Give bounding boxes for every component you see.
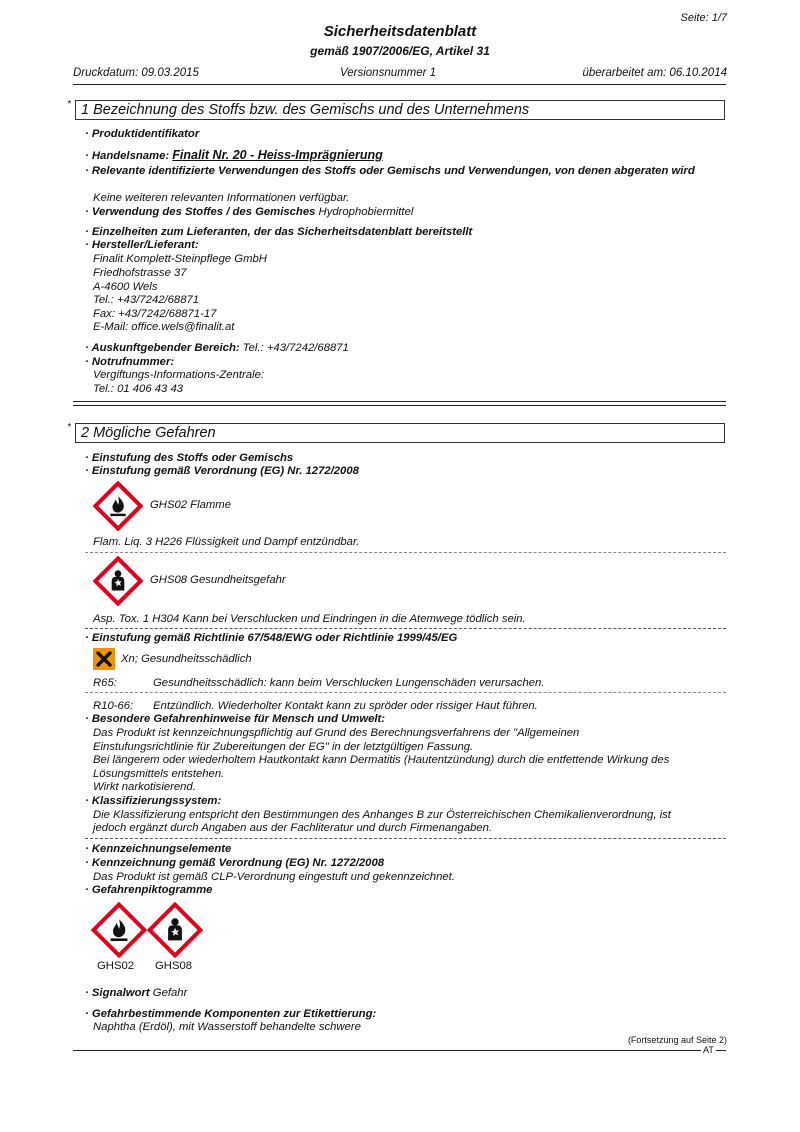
emergency-line: Tel.: 01 406 43 43 [93, 383, 184, 395]
fax: Fax: +43/7242/68871-17 [93, 308, 217, 320]
page-number: Seite: 1/7 [680, 12, 727, 24]
info-row [85, 342, 349, 355]
address-line: A-4600 Wels [93, 281, 158, 293]
r1066-code: R10-66: [93, 700, 134, 712]
ghs08-health-hazard-icon [93, 556, 143, 606]
phone: Tel.: +43/7242/68871 [93, 294, 200, 306]
email: E-Mail: office.wels@finalit.at [93, 321, 235, 333]
emergency-line: Vergiftungs-Informations-Zentrale: [93, 369, 264, 381]
clp-labelling-text: Das Produkt ist gemäß CLP-Verordnung eingestuft und gekennzeichnet. [93, 871, 455, 883]
use-label: · Verwendung des Stoffes / des Gemisches [85, 206, 319, 218]
dashed-divider [85, 838, 726, 839]
trade-name-row [85, 149, 383, 163]
classification-system-label: · Klassifizierungssystem: [85, 795, 222, 807]
clp-classification-heading: · Einstufung gemäß Verordnung (EG) Nr. 1272/2008 [85, 465, 359, 477]
emergency-label: · Notrufnummer: [85, 356, 175, 368]
relevant-uses-label: · Relevante identifizierte Verwendungen des Stoffs oder Gemischs und Verwendungen, von denen abgeraten wird [85, 165, 695, 177]
label-elements-heading: · Kennzeichnungselemente [85, 843, 232, 855]
info-label: · Auskunftgebender Bereich: [85, 342, 243, 354]
document-subtitle: gemäß 1907/2006/EG, Artikel 31 [310, 44, 490, 58]
dashed-divider [85, 628, 726, 629]
section2-star: * [67, 422, 71, 433]
xn-label: Xn; Gesundheitsschädlich [121, 653, 252, 665]
pictograms-label: · Gefahrenpiktogramme [85, 884, 213, 896]
xn-harmful-icon [93, 648, 115, 670]
r65-text: Gesundheitsschädlich: kann beim Verschlucken Lungenschäden verursachen. [153, 677, 545, 689]
special-hazards-line: Wirkt narkotisierend. [93, 781, 196, 793]
signal-word: Gefahr [152, 987, 188, 999]
trade-name: Finalit Nr. 20 - Heiss-Imprägnierung [172, 148, 383, 162]
dsd-classification-heading: · Einstufung gemäß Richtlinie 67/548/EWG oder Richtlinie 1999/45/EG [85, 632, 458, 644]
special-hazards-line: Das Produkt ist kennzeichnungspflichtig auf Grund des Berechnungsverfahrens der "Allgemeinen [93, 727, 580, 739]
classification-system-line: jedoch ergänzt durch Angaben aus der Fachliteratur und durch Firmenangaben. [93, 822, 492, 834]
manufacturer-label: · Hersteller/Lieferant: [85, 239, 199, 251]
classification-system-line: Die Klassifizierung entspricht den Bestimmungen des Anhanges B zur Österreichischen Chemikalienverordnung, ist [93, 809, 671, 821]
supplier-details: · Einzelheiten zum Lieferanten, der das Sicherheitsdatenblatt bereitstellt [85, 226, 473, 238]
document-title: Sicherheitsdatenblatt [323, 23, 477, 40]
components-label: · Gefahrbestimmende Komponenten zur Etikettierung: [85, 1008, 377, 1020]
section2-heading: 2 Mögliche Gefahren [75, 423, 725, 443]
dashed-divider [85, 692, 726, 693]
special-hazards-line: Bei längerem oder wiederholtem Hautkontakt kann Dermatitis (Hautentzündung) durch die entfettende Wirkung des [93, 754, 670, 766]
r65-code: R65: [93, 677, 117, 689]
signal-word-label: · Signalwort [85, 987, 153, 999]
ghs02-flame-icon [91, 902, 147, 958]
section1-heading: 1 Bezeichnung des Stoffs bzw. des Gemischs und des Unternehmens [75, 100, 725, 120]
version-number: Versionsnummer 1 [340, 67, 437, 79]
use-row [85, 206, 413, 219]
ghs02-flame-icon [93, 481, 143, 531]
ghs08-statement: Asp. Tox. 1 H304 Kann bei Verschlucken und Eindringen in die Atemwege tödlich sein. [93, 613, 526, 625]
info-value: Tel.: +43/7242/68871 [242, 342, 349, 354]
product-identifier: · Produktidentifikator [85, 128, 200, 140]
use-value: Hydrophobiermittel [318, 206, 414, 218]
footer-rule-right [716, 1050, 726, 1051]
address-line: Finalit Komplett-Steinpflege GmbH [93, 253, 267, 265]
ghs02-statement: Flam. Liq. 3 H226 Flüssigkeit und Dampf entzündbar. [93, 536, 360, 548]
ghs02-label: GHS02 Flamme [150, 499, 231, 511]
address-line: Friedhofstrasse 37 [93, 267, 187, 279]
relevant-uses-text: Keine weiteren relevanten Informationen verfügbar. [93, 192, 350, 204]
header-rule [73, 84, 726, 85]
footer-rule-left [73, 1050, 701, 1051]
print-date: Druckdatum: 09.03.2015 [73, 67, 199, 79]
country-code: AT [703, 1045, 714, 1055]
components-text: Naphtha (Erdöl), mit Wasserstoff behandelte schwere [93, 1021, 361, 1033]
clp-labelling-heading: · Kennzeichnung gemäß Verordnung (EG) Nr. 1272/2008 [85, 857, 385, 869]
continued-note: (Fortsetzung auf Seite 2) [627, 1035, 727, 1045]
special-hazards-label: · Besondere Gefahrenhinweise für Mensch und Umwelt: [85, 713, 386, 725]
special-hazards-line: Lösungsmittels entstehen. [93, 768, 225, 780]
classification-heading: · Einstufung des Stoffs oder Gemischs [85, 452, 294, 464]
ghs08-health-hazard-icon [147, 902, 203, 958]
pictogram-caption-ghs08: GHS08 [155, 960, 193, 972]
ghs08-label: GHS08 Gesundheitsgefahr [150, 574, 286, 586]
revision-date: überarbeitet am: 06.10.2014 [582, 67, 727, 79]
signal-word-row [85, 987, 187, 1000]
r1066-text: Entzündlich. Wiederholter Kontakt kann zu spröder oder rissiger Haut führen. [153, 700, 538, 712]
special-hazards-line: Einstufungsrichtlinie für Zubereitungen der EG" in der letztgültigen Fassung. [93, 741, 474, 753]
section-divider [73, 401, 726, 406]
section1-star: * [67, 99, 71, 110]
trade-name-label: · Handelsname: [85, 150, 173, 162]
pictogram-caption-ghs02: GHS02 [97, 960, 135, 972]
dashed-divider [85, 552, 726, 553]
